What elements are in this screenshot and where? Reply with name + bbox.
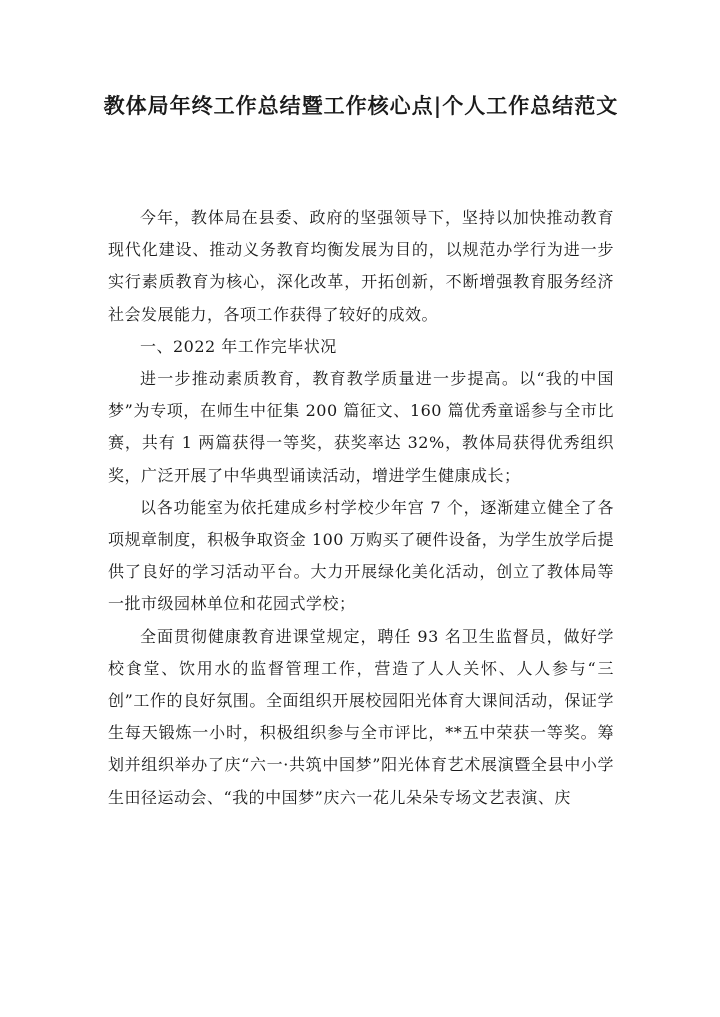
body-paragraph: 以各功能室为依托建成乡村学校少年宫 7 个，逐渐建立健全了各项规章制度，积极争取资金 100 万购买了硬件设备，为学生放学后提供了良好的学习活动平台。大力开展绿化美化活动，创立了教体局等一批市级园林单位和花园式学校； xyxy=(108,497,614,614)
intro-paragraph: 今年，教体局在县委、政府的坚强领导下，坚持以加快推动教育现代化建设、推动义务教育均衡发展为目的，以规范办学行为进一步实行素质教育为核心，深化改革，开拓创新，不断增强教育服务经济社会发展能力，各项工作获得了较好的成效。 xyxy=(108,208,614,324)
section-heading: 一、2022 年工作完毕状况 xyxy=(140,336,337,356)
body-paragraph: 全面贯彻健康教育进课堂规定，聘任 93 名卫生监督员，做好学校食堂、饮用水的监督管理工作，营造了人人关怀、人人参与“三创”工作的良好氛围。全面组织开展校园阳光体育大课间活动，保证学生每天锻炼一小时，积极组织参与全市评比，**五中荣获一等奖。筹划并组织举办了庆“六一·共筑中国梦”阳光体育艺术展演暨全县中小学生田径运动会、“我的中国梦”庆六一花儿朵朵专场文艺表演、庆 xyxy=(108,626,614,807)
body-paragraph: 进一步推动素质教育，教育教学质量进一步提高。以“我的中国梦”为专项，在师生中征集 200 篇征文、160 篇优秀童谣参与全市比赛，共有 1 两篇获得一等奖，获奖率达 32%，教体局获得优秀组织奖，广泛开展了中华典型诵读活动，增进学生健康成长； xyxy=(108,369,614,485)
document-title: 教体局年终工作总结暨工作核心点|个人工作总结范文 xyxy=(103,93,619,118)
document-body xyxy=(108,202,614,814)
